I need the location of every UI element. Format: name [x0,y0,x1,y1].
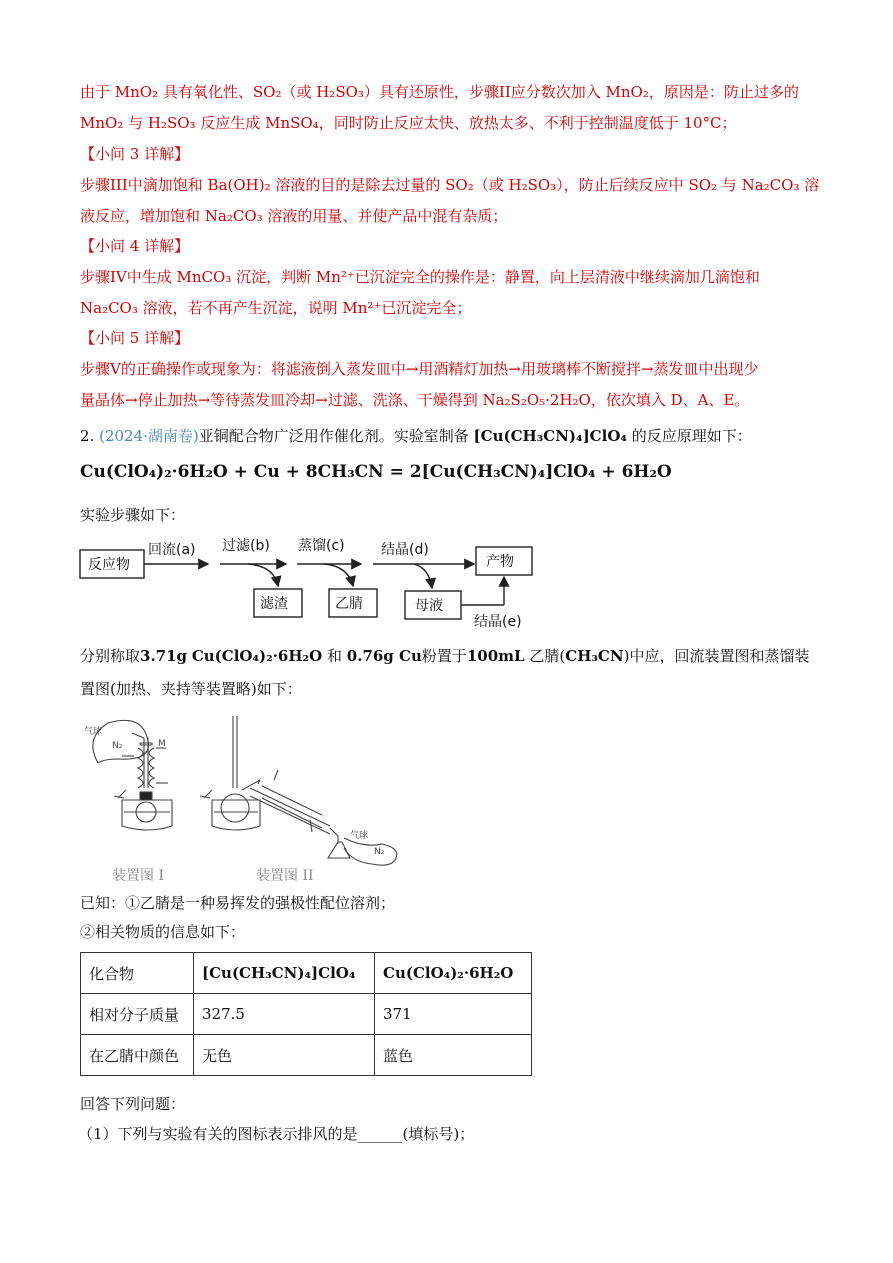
balloon-label-1: 气球 [84,727,103,737]
solution-line-2: MnO₂ 与 H₂SO₃ 反应生成 MnSO₄，同时防止反应太快、放热太多、不利于控制温度低于 10°C； [80,114,737,132]
acetonitrile-formula: CH₃CN [565,647,624,665]
table-cell: 无色 [194,1035,375,1076]
volume: 100mL [466,647,525,665]
weigh-text-2: 粉置于 [421,647,467,665]
apparatus-figure [82,708,422,888]
solution-line-1: 由于 MnO₂ 具有氧化性、SO₂（或 H₂SO₃）具有还原性，步骤II应分数次加入 MnO₂，原因是：防止过多的 [80,83,799,101]
subquestion-5-heading: 【小问 5 详解】 [80,329,190,347]
residue-label: 滤渣 [260,596,288,612]
complex-formula: [Cu(CH₃CN)₄]ClO₄ [473,427,627,445]
procedure-flowchart [78,530,538,628]
table-cell: 327.5 [194,994,375,1035]
reflux-apparatus [93,720,172,830]
table-header-cell: Cu(ClO₄)₂·6H₂O [375,953,532,994]
table-cell: 在乙腈中颜色 [81,1035,194,1076]
reaction-equation: Cu(ClO₄)₂·6H₂O + Cu + 8CH₃CN = 2[Cu(CH₃CN)₄]ClO₄ + 6H₂O [80,462,672,482]
apparatus-1-caption: 装置图 I [112,868,164,884]
intro-text: 亚铜配合物广泛用作催化剂。实验室制备 [198,427,469,445]
solution-line-8: 量晶体→停止加热→等待蒸发皿冷却→过滤、洗涤、干燥得到 Na₂S₂O₅·2H₂O，依次填入 D、A、E。 [80,391,750,409]
table-row [81,994,532,1035]
known-line-1: 已知：①乙腈是一种易挥发的强极性配位溶剂； [80,894,396,912]
table-row [81,1035,532,1076]
steps-label: 实验步骤如下： [80,506,186,524]
known-line-2: ②相关物质的信息如下： [80,923,246,941]
distillation-apparatus [200,716,397,865]
mass-1: 3.71g [140,647,188,665]
distill-label: 蒸馏(c) [298,538,345,554]
reflux-label: 回流(a) [148,542,196,558]
and-text: 和 [326,647,342,665]
answer-prompt: 回答下列问题： [80,1095,186,1113]
solution-line-3: 步骤III中滴加饱和 Ba(OH)₂ 溶液的目的是除去过量的 SO₂（或 H₂SO₃），防止后续反应中 SO₂ 与 Na₂CO₃ 溶 [80,176,820,194]
solution-line-6: Na₂CO₃ 溶液，若不再产生沉淀，说明 Mn²⁺已沉淀完全； [80,299,472,317]
table-cell: 371 [375,994,532,1035]
condenser-m-label: M [158,739,166,749]
mother-liquor-label: 母液 [415,598,443,614]
solution-line-7: 步骤V的正确操作或现象为：将滤液倒入蒸发皿中→用酒精灯加热→用玻璃棒不断搅拌→蒸发皿中出现少 [80,360,759,378]
product-label: 产物 [486,554,514,570]
crystallize-label: 结晶(d) [381,542,429,558]
filter-label: 过滤(b) [222,538,270,554]
table-header-row [81,953,532,994]
intro-end: 的反应原理如下： [631,427,752,445]
subquestion-3-heading: 【小问 3 详解】 [80,145,190,163]
subquestion-1: （1）下列与实验有关的图标表示排风的是______(填标号)； [78,1125,475,1143]
weigh-text-3: 乙腈( [529,647,566,665]
subquestion-4-heading: 【小问 4 详解】 [80,237,190,255]
source-link[interactable]: (2024·湖南卷) [99,427,199,445]
table-header-cell: [Cu(CH₃CN)₄]ClO₄ [194,953,375,994]
question-number: 2. [80,427,95,445]
reactant-label: 反应物 [88,557,130,573]
table-header-cell: 化合物 [81,953,194,994]
compound-info-table [80,952,532,1076]
question-2-intro [80,424,815,448]
solution-line-5: 步骤IV中生成 MnCO₃ 沉淀，判断 Mn²⁺已沉淀完全的操作是：静置，向上层清液中继续滴加几滴饱和 [80,268,760,286]
weigh-text-4: )中应，回流装置图和蒸馏装 [623,647,810,665]
table-cell: 相对分子质量 [81,994,194,1035]
table-cell: 蓝色 [375,1035,532,1076]
n2-label-1: N₂ [112,741,123,751]
acetonitrile-label: 乙腈 [335,596,363,612]
weighing-line-2: 置图(加热、夹持等装置略)如下： [80,680,302,698]
mass-2: 0.76g Cu [346,647,422,665]
salt-formula: Cu(ClO₄)₂·6H₂O [191,647,323,665]
weigh-text-1: 分别称取 [80,647,141,665]
balloon-label-2: 气球 [350,831,369,841]
crystallize-e-label: 结晶(e) [474,614,522,628]
solution-line-4: 液反应，增加饱和 Na₂CO₃ 溶液的用量、并使产品中混有杂质； [80,207,508,225]
apparatus-2-caption: 装置图 II [256,868,314,884]
weighing-line-1 [80,644,815,668]
n2-label-2: N₂ [374,847,385,857]
